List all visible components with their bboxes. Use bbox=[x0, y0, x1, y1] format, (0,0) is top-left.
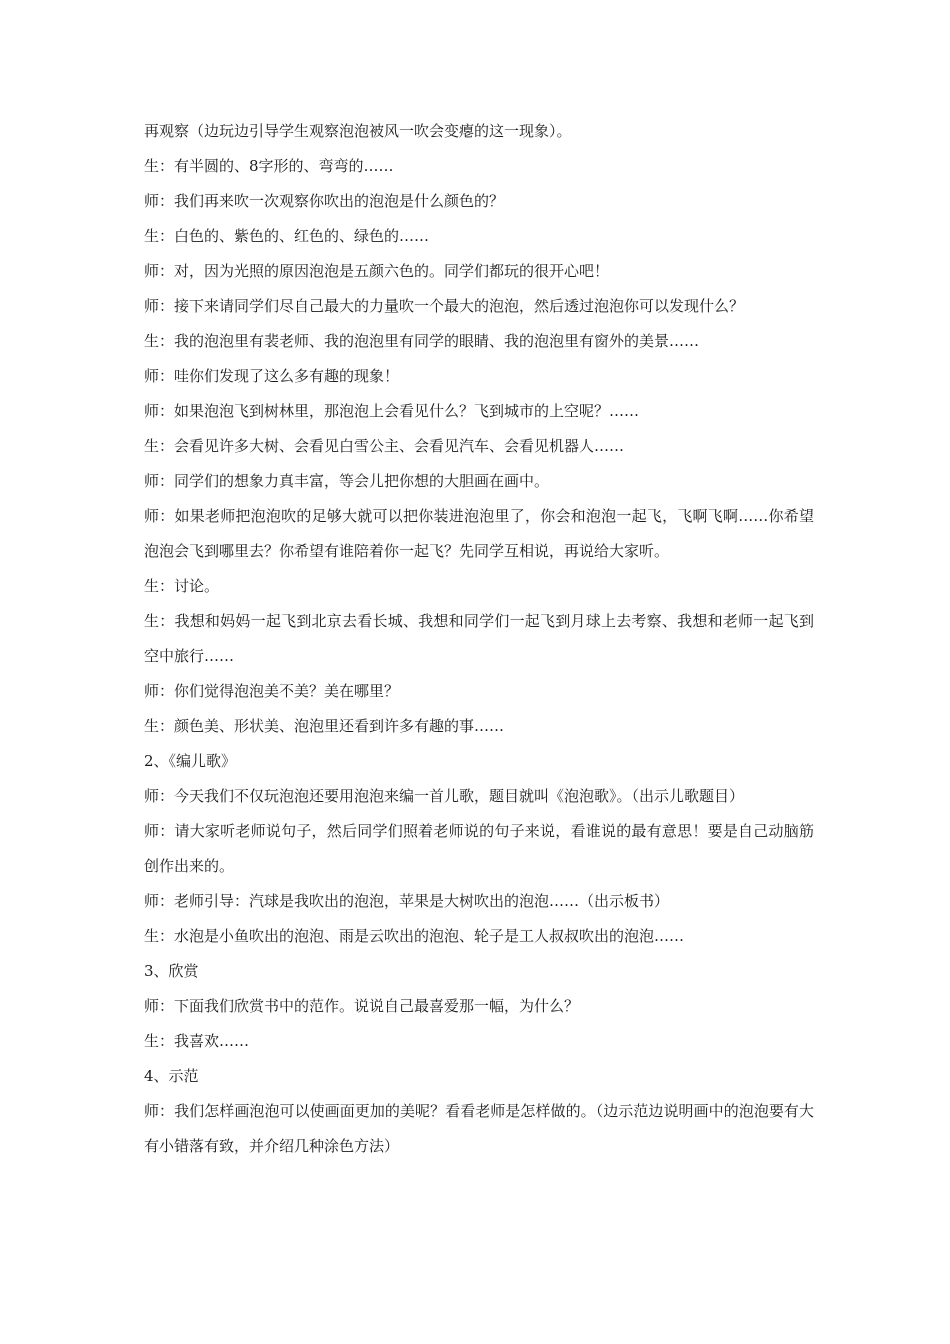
paragraph: 生：会看见许多大树、会看见白雪公主、会看见汽车、会看见机器人…… bbox=[144, 437, 625, 455]
paragraph: 师：如果泡泡飞到树林里，那泡泡上会看见什么？飞到城市的上空呢？…… bbox=[144, 402, 640, 420]
paragraph: 师：今天我们不仅玩泡泡还要用泡泡来编一首儿歌，题目就叫《泡泡歌》。（出示儿歌题目） bbox=[144, 787, 745, 805]
document-body bbox=[144, 114, 814, 1164]
paragraph: 生：颜色美、形状美、泡泡里还看到许多有趣的事…… bbox=[144, 717, 505, 735]
paragraph: 再观察（边玩边引导学生观察泡泡被风一吹会变瘪的这一现象）。 bbox=[144, 122, 572, 140]
paragraph: 生：白色的、紫色的、红色的、绿色的…… bbox=[144, 227, 430, 245]
paragraph: 师：接下来请同学们尽自己最大的力量吹一个最大的泡泡，然后透过泡泡你可以发现什么？ bbox=[144, 297, 745, 315]
section-heading: 3、欣赏 bbox=[144, 962, 199, 980]
paragraph: 师：请大家听老师说句子，然后同学们照着老师说的句子来说，看谁说的最有意思！要是自己动脑筋创作出来的。 bbox=[144, 822, 814, 875]
paragraph: 师：下面我们欣赏书中的范作。说说自己最喜爱那一幅，为什么？ bbox=[144, 997, 580, 1015]
paragraph: 师：老师引导：汽球是我吹出的泡泡，苹果是大树吹出的泡泡……（出示板书） bbox=[144, 892, 670, 910]
paragraph: 生：我想和妈妈一起飞到北京去看长城、我想和同学们一起飞到月球上去考察、我想和老师一起飞到空中旅行…… bbox=[144, 612, 814, 665]
section-heading: 2、《编儿歌》 bbox=[144, 752, 237, 770]
paragraph: 师：哇你们发现了这么多有趣的现象！ bbox=[144, 367, 400, 385]
paragraph: 生：我喜欢…… bbox=[144, 1032, 250, 1050]
paragraph: 生：水泡是小鱼吹出的泡泡、雨是云吹出的泡泡、轮子是工人叔叔吹出的泡泡…… bbox=[144, 927, 685, 945]
paragraph: 师：你们觉得泡泡美不美？美在哪里？ bbox=[144, 682, 400, 700]
paragraph: 生：有半圆的、8字形的、弯弯的…… bbox=[144, 157, 394, 175]
paragraph: 生：讨论。 bbox=[144, 577, 220, 595]
paragraph: 师：我们再来吹一次观察你吹出的泡泡是什么颜色的？ bbox=[144, 192, 505, 210]
paragraph: 师：对，因为光照的原因泡泡是五颜六色的。同学们都玩的很开心吧！ bbox=[144, 262, 610, 280]
section-heading: 4、示范 bbox=[144, 1067, 199, 1085]
paragraph: 师：我们怎样画泡泡可以使画面更加的美呢？看看老师是怎样做的。（边示范边说明画中的泡泡要有大有小错落有致，并介绍几种涂色方法） bbox=[144, 1102, 814, 1155]
paragraph: 师：如果老师把泡泡吹的足够大就可以把你装进泡泡里了，你会和泡泡一起飞，飞啊飞啊……你希望泡泡会飞到哪里去？你希望有谁陪着你一起飞？先同学互相说，再说给大家听。 bbox=[144, 507, 814, 560]
paragraph: 生：我的泡泡里有裴老师、我的泡泡里有同学的眼睛、我的泡泡里有窗外的美景…… bbox=[144, 332, 700, 350]
paragraph: 师：同学们的想象力真丰富，等会儿把你想的大胆画在画中。 bbox=[144, 472, 550, 490]
